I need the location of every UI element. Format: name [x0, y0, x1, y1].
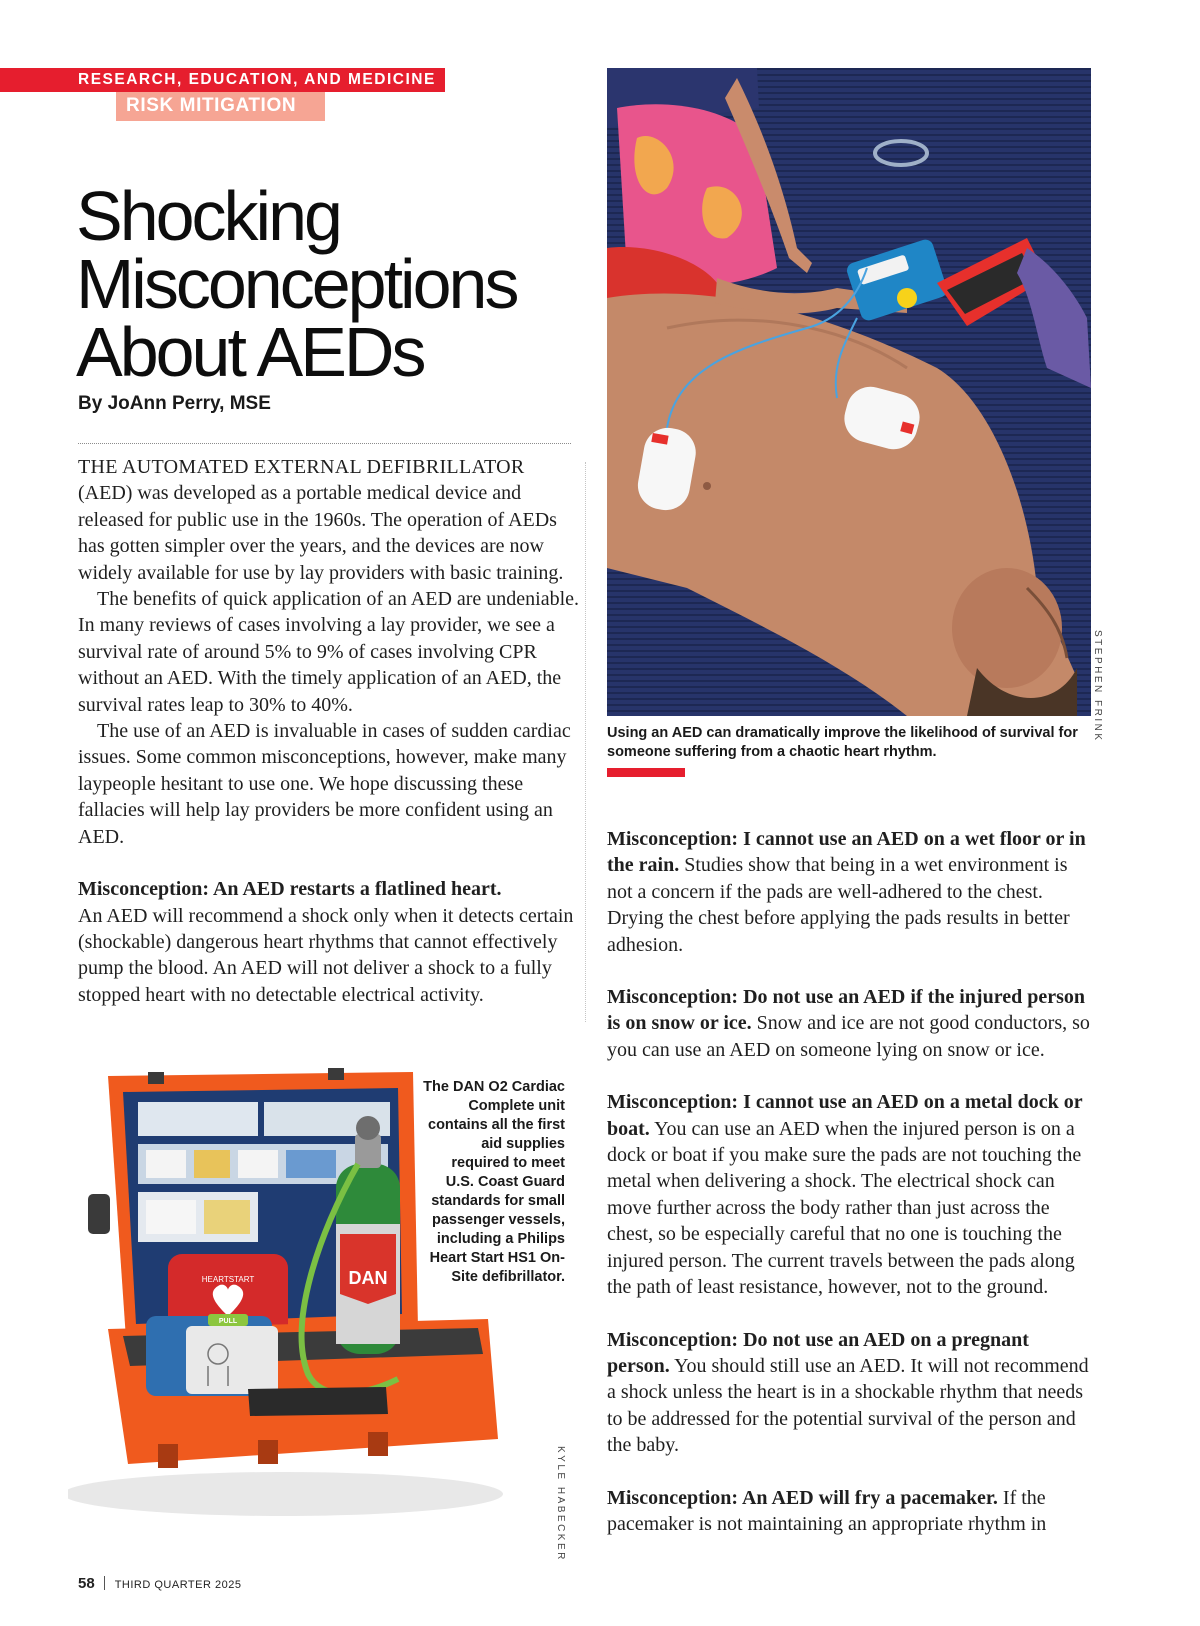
lead-in: THE AUTOMATED EXTERNAL DEFIBRILLATOR	[78, 456, 525, 478]
misconception-body: You can use an AED when the injured person is on a dock or boat if you make sure the pads are not touching the metal when delivering a shock. The electrical shock can move further across the body rather than just across the chest, so be especially careful that no one is touching the injured person. The current travels between the pads along the path of least resistance, however, not to the ground.	[607, 1117, 1082, 1299]
accent-bar	[607, 768, 685, 777]
issue-label: THIRD QUARTER 2025	[114, 1579, 242, 1591]
article-title	[76, 177, 616, 391]
dotted-divider	[78, 443, 571, 444]
pull-label: PULL	[218, 1318, 238, 1325]
column-rule	[585, 462, 586, 1022]
department-label: RISK MITIGATION	[126, 95, 297, 116]
misconception-body: An AED will recommend a shock only when it detects certain (shockable) dangerous heart rhythms that cannot effectively pump the blood. An AED will not deliver a shock to a fully stopped heart with no detectable electrical activity.	[78, 904, 574, 1006]
title-line: Shocking	[76, 177, 340, 255]
misconception-body: Snow and ice are not good conductors, so you can use an AED on someone lying on snow or ice.	[607, 1012, 1090, 1061]
misconception-body: If the pacemaker is not maintaining an appropriate rhythm in	[607, 1486, 1047, 1535]
aed-photo-illustration	[607, 68, 1091, 716]
footer-divider	[104, 1576, 105, 1590]
body-column-left	[78, 454, 583, 1008]
photo-caption: Using an AED can dramatically improve the likelihood of survival for someone suffering from a chaotic heart rhythm.	[607, 725, 1078, 760]
paragraph-gap	[607, 1301, 1093, 1327]
intro-paragraph: The benefits of quick application of an AED are undeniable. In many reviews of cases involving a lay provider, we see a survival rate of around 5% to 9% of cases involving CPR without an AED. With the timely application of an AED, the survival rates leap to 30% to 40%.	[78, 588, 580, 716]
misconception-heading: Misconception: I cannot use an AED on a wet floor or in the rain.	[607, 828, 1086, 877]
cylinder-label: DAN	[348, 1268, 388, 1288]
misconception-block	[607, 826, 1093, 958]
paragraph-gap	[607, 1459, 1093, 1485]
device-label: HEARTSTART	[201, 1275, 255, 1284]
paragraph-gap	[78, 850, 583, 876]
photo-credit: KYLE HABECKER	[555, 1446, 566, 1562]
paragraph-gap	[607, 1063, 1093, 1089]
misconception-body: You should still use an AED. It will not recommend a shock unless the heart is in a shockable rhythm that needs to be addressed for the potential survival of the person and the baby.	[607, 1354, 1089, 1457]
misconception-block	[607, 984, 1093, 1063]
photo-caption: The DAN O2 Cardiac Complete unit contains all the first aid supplies required to meet U.S. Coast Guard standards for small passenger vessels, including a Philips Heart Start HS1 On-Site defibrillator.	[423, 1079, 565, 1285]
paragraph-gap	[607, 958, 1093, 984]
aed-photo	[607, 68, 1091, 716]
misconception-block	[78, 876, 583, 1008]
misconception-heading: Misconception: Do not use an AED on a pregnant person.	[607, 1328, 1029, 1377]
body-column-right	[607, 826, 1093, 1537]
intro-paragraph	[78, 454, 583, 586]
misconception-body: Studies show that being in a wet environment is not a concern if the pads are well-adhered to the chest. Drying the chest before applying the pads results in better adhesion.	[607, 854, 1070, 956]
misconception-heading: Misconception: Do not use an AED if the injured person is on snow or ice.	[607, 986, 1085, 1035]
department-tag	[116, 92, 325, 121]
intro-paragraph: The use of an AED is invaluable in cases of sudden cardiac issues. Some common misconceptions, however, make many laypeople hesitant to use one. We hope discussing these fallacies will help lay providers be more confident using an AED.	[78, 720, 571, 848]
misconception-block	[607, 1485, 1093, 1538]
byline: By JoAnn Perry, MSE	[78, 393, 271, 414]
page-footer	[78, 1575, 241, 1593]
misconception-block	[607, 1327, 1093, 1459]
intro-text: (AED) was developed as a portable medical device and released for public use in the 1960s. The operation of AEDs has gotten simpler over the years, and the devices are now widely available for use by lay providers with basic training.	[78, 482, 564, 584]
title-line: About AEDs	[76, 313, 424, 391]
section-label: RESEARCH, EDUCATION, AND MEDICINE	[78, 71, 436, 88]
misconception-heading: Misconception: I cannot use an AED on a metal dock or boat.	[607, 1091, 1083, 1140]
misconception-heading: Misconception: An AED will fry a pacemaker.	[607, 1486, 998, 1509]
section-kicker	[0, 68, 445, 92]
photo-credit: STEPHEN FRINK	[1092, 630, 1103, 743]
title-line: Misconceptions	[76, 245, 517, 323]
page-number: 58	[78, 1575, 95, 1592]
misconception-block	[607, 1089, 1093, 1300]
misconception-heading: Misconception: An AED restarts a flatlined heart.	[78, 878, 502, 901]
